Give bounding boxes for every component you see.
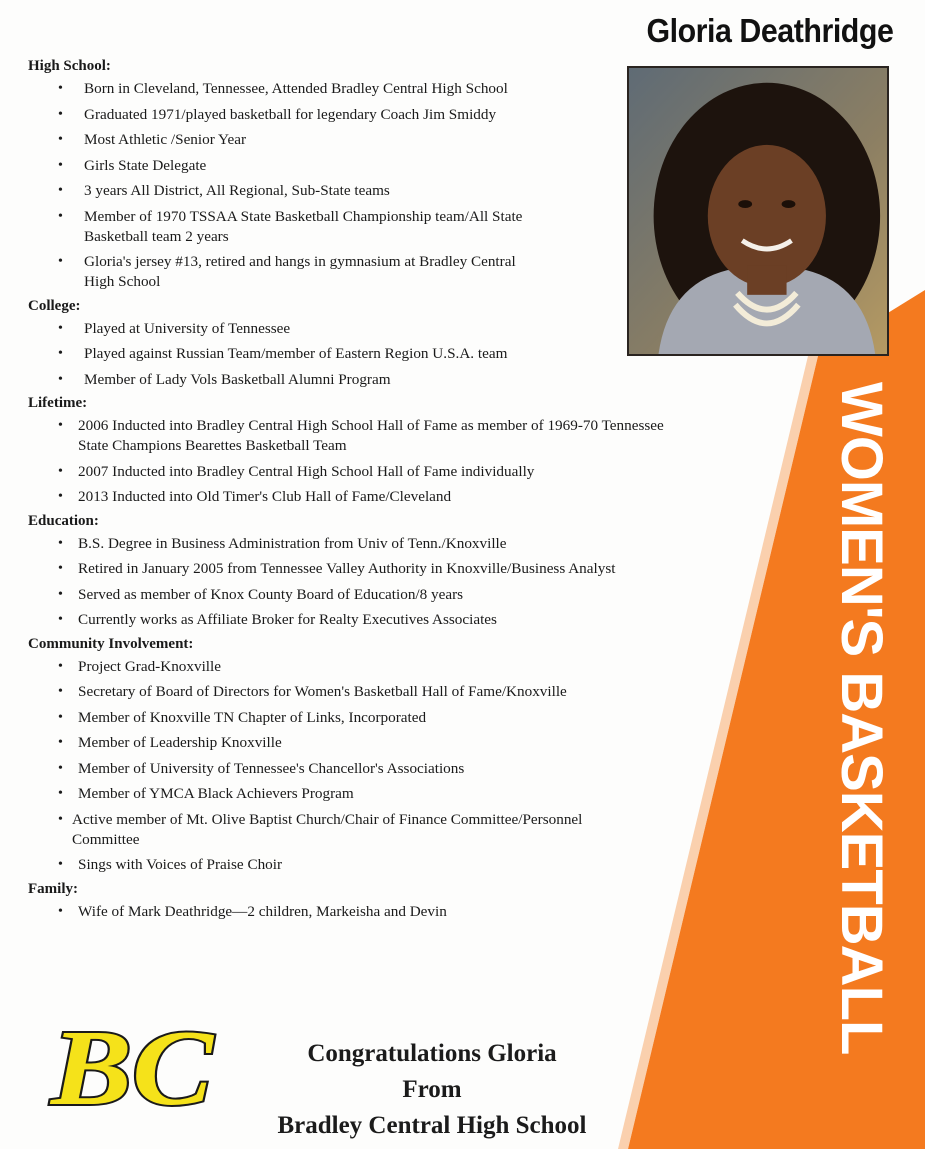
list-item: • Graduated 1971/played basketball for legendary Coach Jim Smiddy <box>28 105 534 125</box>
list-item: • Member of Leadership Knoxville <box>28 733 708 753</box>
list-item: • Currently works as Affiliate Broker for Realty Executives Associates <box>28 610 708 630</box>
list-item: • Member of 1970 TSSAA State Basketball Championship team/All State Basketball team 2 years <box>28 207 534 247</box>
list-item: • Member of Knoxville TN Chapter of Links, Incorporated <box>28 708 708 728</box>
section-heading-high-school: High School: <box>28 58 111 74</box>
list-item: • Gloria's jersey #13, retired and hangs in gymnasium at Bradley Central High School <box>28 252 534 292</box>
congratulations-message <box>222 1036 642 1144</box>
college-list <box>28 319 708 390</box>
list-item: • Sings with Voices of Praise Choir <box>28 855 708 875</box>
community-list <box>28 657 708 876</box>
lifetime-list <box>28 416 708 507</box>
list-item: • Girls State Delegate <box>28 156 534 176</box>
list-item: • Played at University of Tennessee <box>28 319 708 339</box>
section-heading-family: Family: <box>28 880 78 897</box>
section-heading-community: Community Involvement: <box>28 635 194 652</box>
list-item: • Secretary of Board of Directors for Women's Basketball Hall of Fame/Knoxville <box>28 682 708 702</box>
family-list <box>28 902 708 922</box>
list-item: • Project Grad-Knoxville <box>28 657 708 677</box>
list-item: • Member of University of Tennessee's Chancellor's Associations <box>28 759 708 779</box>
list-item: • Retired in January 2005 from Tennessee Valley Authority in Knoxville/Business Analyst <box>28 559 708 579</box>
bc-logo-letters: BC <box>49 1009 216 1125</box>
list-item: • B.S. Degree in Business Administration from Univ of Tenn./Knoxville <box>28 534 708 554</box>
education-list <box>28 534 708 631</box>
biography <box>28 58 708 927</box>
congrats-line-3: Bradley Central High School <box>277 1112 587 1139</box>
section-heading-college: College: <box>28 297 81 314</box>
section-heading-education: Education: <box>28 512 99 529</box>
congrats-line-1: Congratulations Gloria <box>307 1040 557 1067</box>
list-item: • Active member of Mt. Olive Baptist Church/Chair of Finance Committee/Personnel Committee <box>28 810 602 850</box>
list-item: • 2007 Inducted into Bradley Central High School Hall of Fame individually <box>28 462 708 482</box>
vertical-banner-title: WOMEN'S BASKETBALL <box>829 382 894 1055</box>
page-title: Gloria Deathridge <box>646 12 893 49</box>
section-heading-lifetime: Lifetime: <box>28 395 88 411</box>
high-school-list <box>28 79 708 292</box>
list-item: • Served as member of Knox County Board of Education/8 years <box>28 585 708 605</box>
congrats-line-2: From <box>402 1076 462 1103</box>
list-item: • Member of YMCA Black Achievers Program <box>28 784 708 804</box>
list-item: • 3 years All District, All Regional, Sub-State teams <box>28 181 534 201</box>
list-item: • Played against Russian Team/member of Eastern Region U.S.A. team <box>28 344 708 364</box>
list-item: • Most Athletic /Senior Year <box>28 130 534 150</box>
list-item: • Wife of Mark Deathridge—2 children, Markeisha and Devin <box>28 902 708 922</box>
list-item: • 2013 Inducted into Old Timer's Club Hall of Fame/Cleveland <box>28 487 708 507</box>
list-item: • Born in Cleveland, Tennessee, Attended Bradley Central High School <box>28 79 534 99</box>
list-item: • Member of Lady Vols Basketball Alumni Program <box>28 370 708 390</box>
list-item: • 2006 Inducted into Bradley Central High School Hall of Fame as member of 1969-70 Tennessee State Champions Bearettes Basketball Team <box>28 416 678 456</box>
bc-logo <box>45 1000 220 1125</box>
